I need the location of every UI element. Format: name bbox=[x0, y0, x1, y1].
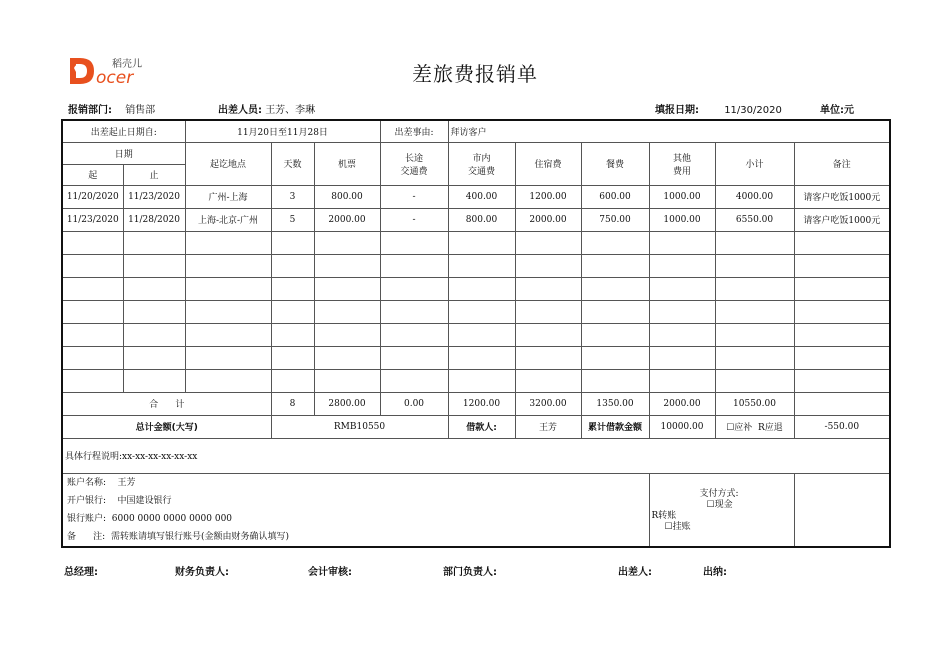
payment-label: 支付方式: bbox=[699, 488, 739, 499]
total-subtotal: 10550.00 bbox=[715, 392, 794, 415]
col-air: 机票 bbox=[314, 142, 380, 185]
table-row bbox=[62, 208, 890, 231]
total-other: 2000.00 bbox=[649, 392, 715, 415]
summary-row bbox=[62, 415, 890, 438]
table-row bbox=[62, 185, 890, 208]
total-meal: 1350.00 bbox=[581, 392, 649, 415]
dept-label: 报销部门: bbox=[68, 105, 112, 116]
loan-value[interactable]: 10000.00 bbox=[649, 415, 715, 438]
sign-dept: 部门负责人: bbox=[443, 567, 497, 578]
reason-value[interactable]: 拜访客户 bbox=[448, 120, 890, 142]
amount-value[interactable]: RMB10550 bbox=[271, 415, 448, 438]
empty-row[interactable] bbox=[62, 231, 890, 254]
payment-extra[interactable] bbox=[794, 473, 890, 547]
date-wrap bbox=[655, 101, 782, 116]
cell[interactable]: 1000.00 bbox=[649, 208, 715, 231]
transfer-checkbox[interactable]: R转账 bbox=[651, 510, 677, 521]
col-from: 起 bbox=[62, 164, 123, 185]
date-value: 11/30/2020 bbox=[724, 105, 782, 116]
cell[interactable]: 11/23/2020 bbox=[123, 185, 185, 208]
brand-cn: 稻壳儿 bbox=[112, 59, 142, 70]
col-hotel: 住宿费 bbox=[515, 142, 581, 185]
bank-name[interactable]: 中国建设银行 bbox=[117, 495, 172, 506]
pay-checkbox[interactable]: ☐应补 bbox=[726, 423, 753, 433]
cell[interactable]: 400.00 bbox=[448, 185, 515, 208]
col-to: 止 bbox=[123, 164, 185, 185]
sign-finance: 财务负责人: bbox=[175, 567, 229, 578]
amount-label: 总计金额(大写) bbox=[62, 415, 271, 438]
cell[interactable]: 请客户吃饭1000元 bbox=[794, 185, 890, 208]
acct-no-label: 银行账户: bbox=[67, 513, 107, 524]
date-label: 填报日期: bbox=[655, 105, 699, 116]
empty-row[interactable] bbox=[62, 369, 890, 392]
col-other: 其他 费用 bbox=[649, 142, 715, 185]
empty-row[interactable] bbox=[62, 277, 890, 300]
acct-name-label: 账户名称: bbox=[67, 477, 107, 488]
empty-row[interactable] bbox=[62, 254, 890, 277]
cell[interactable]: 11/20/2020 bbox=[62, 185, 123, 208]
form-title: 差旅费报销单 bbox=[412, 62, 538, 86]
bank-note-label: 备 注: bbox=[67, 531, 106, 542]
sign-audit: 会计审核: bbox=[308, 567, 352, 578]
borrower-value[interactable]: 王芳 bbox=[515, 415, 581, 438]
period-label: 出差起止日期自: bbox=[62, 120, 185, 142]
loan-label: 累计借款金额 bbox=[581, 415, 649, 438]
traveler-label: 出差人员: bbox=[218, 105, 262, 116]
cell[interactable]: 广州-上海 bbox=[185, 185, 271, 208]
bank-block bbox=[62, 473, 649, 547]
empty-row[interactable] bbox=[62, 300, 890, 323]
cell[interactable]: 11/23/2020 bbox=[62, 208, 123, 231]
col-route: 起讫地点 bbox=[185, 142, 271, 185]
sign-gm: 总经理: bbox=[64, 567, 98, 578]
unit-wrap bbox=[820, 101, 854, 116]
cell[interactable]: 11/28/2020 bbox=[123, 208, 185, 231]
col-date: 日期 bbox=[62, 142, 185, 164]
col-days: 天数 bbox=[271, 142, 314, 185]
total-days: 8 bbox=[271, 392, 314, 415]
cell[interactable]: 2000.00 bbox=[314, 208, 380, 231]
cell[interactable]: 4000.00 bbox=[715, 185, 794, 208]
col-subtotal: 小计 bbox=[715, 142, 794, 185]
cell[interactable]: 750.00 bbox=[581, 208, 649, 231]
total-label: 合 计 bbox=[62, 392, 271, 415]
cell[interactable]: 800.00 bbox=[448, 208, 515, 231]
dept-value: 销售部 bbox=[125, 105, 156, 116]
cell[interactable]: 1200.00 bbox=[515, 185, 581, 208]
expense-table bbox=[61, 119, 891, 548]
svg-text:ocer: ocer bbox=[96, 68, 134, 86]
cell[interactable]: 上海-北京-广州 bbox=[185, 208, 271, 231]
traveler-value: 王芳、李琳 bbox=[265, 105, 316, 116]
acct-name[interactable]: 王芳 bbox=[117, 477, 136, 488]
col-city: 市内 交通费 bbox=[448, 142, 515, 185]
refund-checkbox[interactable]: R应退 bbox=[758, 423, 783, 433]
unit-label: 单位:元 bbox=[820, 105, 854, 116]
cell[interactable]: 1000.00 bbox=[649, 185, 715, 208]
col-long: 长途 交通费 bbox=[380, 142, 448, 185]
reason-label: 出差事由: bbox=[380, 120, 448, 142]
total-row bbox=[62, 392, 890, 415]
col-meal: 餐费 bbox=[581, 142, 649, 185]
bank-note: 需转账请填写银行账号(金额由财务确认填写) bbox=[110, 531, 289, 542]
empty-row[interactable] bbox=[62, 323, 890, 346]
cell[interactable]: 请客户吃饭1000元 bbox=[794, 208, 890, 231]
total-note bbox=[794, 392, 890, 415]
empty-row[interactable] bbox=[62, 346, 890, 369]
sign-traveler: 出差人: bbox=[618, 567, 652, 578]
acct-no[interactable]: 6000 0000 0000 0000 000 bbox=[111, 513, 233, 524]
itinerary[interactable]: 具体行程说明:xx-xx-xx-xx-xx-xx bbox=[62, 438, 890, 473]
dept-label-wrap bbox=[68, 101, 155, 116]
cell[interactable]: 5 bbox=[271, 208, 314, 231]
total-air: 2800.00 bbox=[314, 392, 380, 415]
total-long: 0.00 bbox=[380, 392, 448, 415]
cell[interactable]: 600.00 bbox=[581, 185, 649, 208]
settle-options[interactable] bbox=[715, 415, 794, 438]
traveler-wrap bbox=[218, 101, 315, 116]
cash-checkbox[interactable]: ☐现金 bbox=[706, 499, 733, 510]
cell[interactable]: 800.00 bbox=[314, 185, 380, 208]
payment-block bbox=[649, 473, 794, 547]
col-note: 备注 bbox=[794, 142, 890, 185]
borrower-label: 借款人: bbox=[448, 415, 515, 438]
cell[interactable]: 6550.00 bbox=[715, 208, 794, 231]
total-city: 1200.00 bbox=[448, 392, 515, 415]
cell[interactable]: 3 bbox=[271, 185, 314, 208]
cell[interactable]: - bbox=[380, 185, 448, 208]
diff-value[interactable]: -550.00 bbox=[794, 415, 890, 438]
total-hotel: 3200.00 bbox=[515, 392, 581, 415]
period-value[interactable]: 11月20日至11月28日 bbox=[185, 120, 380, 142]
bank-label: 开户银行: bbox=[67, 495, 107, 506]
credit-checkbox[interactable]: ☐挂账 bbox=[664, 521, 691, 532]
sign-cashier: 出纳: bbox=[703, 567, 727, 578]
cell[interactable]: 2000.00 bbox=[515, 208, 581, 231]
cell[interactable]: - bbox=[380, 208, 448, 231]
